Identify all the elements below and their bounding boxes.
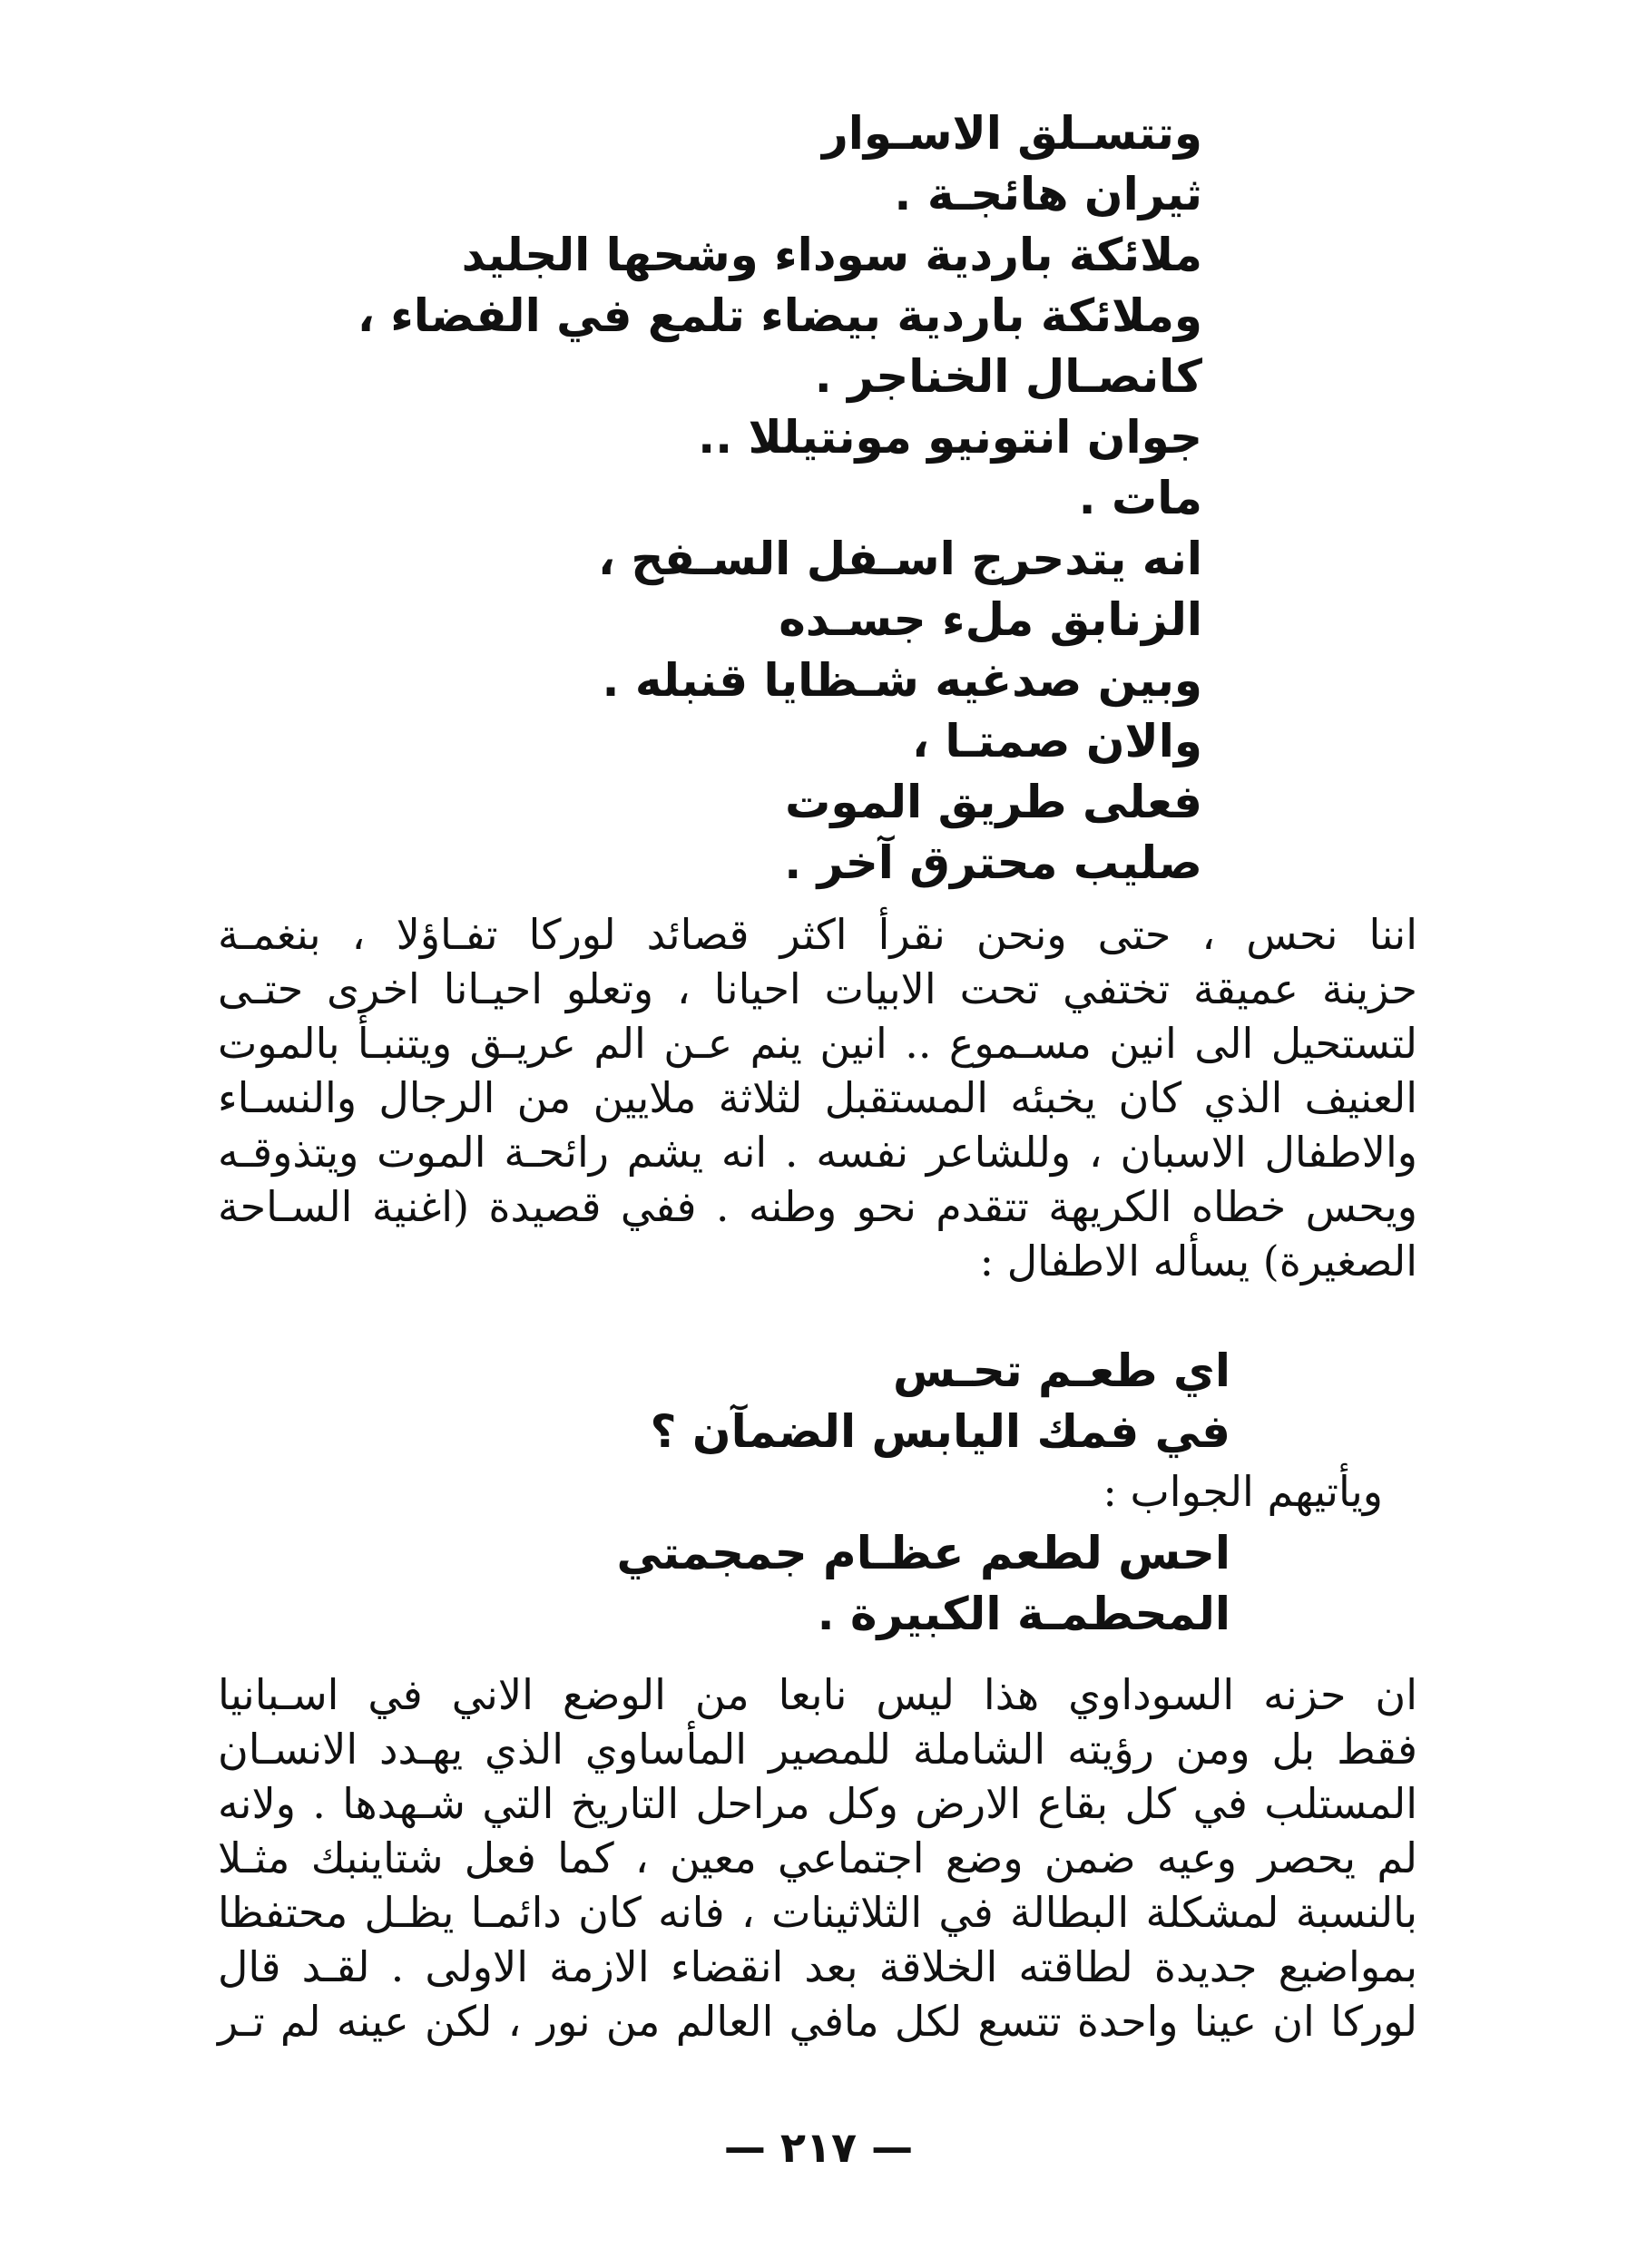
poem-line: جوان انتونيو مونتيللا .. xyxy=(698,411,1202,464)
paragraph-line: العنيف الذي كان يخبئه المستقبل لثلاثة ملايين من الرجال والنسـاء xyxy=(218,1073,1418,1122)
paragraph-line: لم يحصر وعيه ضمن وضع اجتماعي معين ، كما فعل شتاينبك مثـلا xyxy=(218,1833,1417,1882)
poem-line: وملائكة باردية بيضاء تلمع في الفضاء ، xyxy=(357,289,1202,342)
paragraph-line: ويحس خطاه الكريهة تتقدم نحو وطنه . ففي قصيدة (اغنية السـاحة xyxy=(218,1182,1417,1231)
poem-line: المحطمـة الكبيرة . xyxy=(817,1588,1230,1640)
page-number: — ٢١٧ — xyxy=(723,2123,914,2172)
poem-line: في فمك اليابس الضمآن ؟ xyxy=(650,1405,1230,1458)
poem-line: ملائكة باردية سوداء وشحها الجليد xyxy=(461,229,1202,281)
poem-line: فعلى طريق الموت xyxy=(785,776,1202,828)
poem-line: كانصـال الخناجر . xyxy=(814,350,1202,403)
paragraph-line: اننا نحس ، حتى ونحن نقرأ اكثر قصائد لوركا تفـاؤلا ، بنغمـة xyxy=(218,910,1417,959)
paragraph-line: الصغيرة) يسأله الاطفال : xyxy=(979,1237,1417,1286)
poem-line: مات . xyxy=(1078,472,1202,524)
poem-line: اي طعـم تحـس xyxy=(893,1344,1230,1397)
poem-line: انه يتدحرج اسـفل السـفح ، xyxy=(597,533,1202,585)
poem-line: وتتسـلق الاسـوار xyxy=(821,107,1202,160)
paragraph-line: لتستحيل الى انين مسـموع .. انين ينم عـن الم عريـق ويتنبـأ بالموت xyxy=(218,1019,1417,1068)
poem-line: ثيران هائجـة . xyxy=(894,168,1202,220)
poem-line: صليب محترق آخر . xyxy=(784,836,1202,889)
paragraph-line: بمواضيع جديدة لطاقته الخلاقة بعد انقضاء الازمة الاولى . لقـد قال xyxy=(218,1942,1417,1991)
paragraph-line: فقط بل ومن رؤيته الشاملة للمصير المأساوي الذي يهـدد الانسـان xyxy=(218,1725,1417,1774)
paragraph-line: والاطفال الاسبان ، وللشاعر نفسه . انه يشم رائحـة الموت ويتذوقـه xyxy=(218,1128,1417,1177)
reply-line: ويأتيهم الجواب : xyxy=(1103,1467,1383,1516)
paragraph-line: المستلب في كل بقاع الارض وكل مراحل التاريخ التي شـهدها . ولانه xyxy=(218,1779,1417,1828)
poem-line: الزنابق ملء جسـده xyxy=(779,593,1202,646)
poem-line: احس لطعم عظـام جمجمتي xyxy=(616,1527,1230,1579)
poem-line: والان صمتـا ، xyxy=(911,715,1202,767)
paragraph-line: بالنسبة لمشكلة البطالة في الثلاثينات ، فانه كان دائمـا يظـل محتفظا xyxy=(218,1888,1417,1937)
paragraph-line: ان حزنه السوداوي هذا ليس نابعا من الوضع الاني في اسـبانيا xyxy=(218,1670,1417,1719)
paragraph-line: لوركا ان عينا واحدة تتسع لكل مافي العالم من نور ، لكن عينه لم تـر xyxy=(218,1997,1417,2046)
paragraph-line: حزينة عميقة تختفي تحت الابيات احيانا ، وتعلو احيـانا اخرى حتـى xyxy=(218,964,1417,1013)
poem-line: وبين صدغيه شـظايا قنبله . xyxy=(602,654,1202,707)
